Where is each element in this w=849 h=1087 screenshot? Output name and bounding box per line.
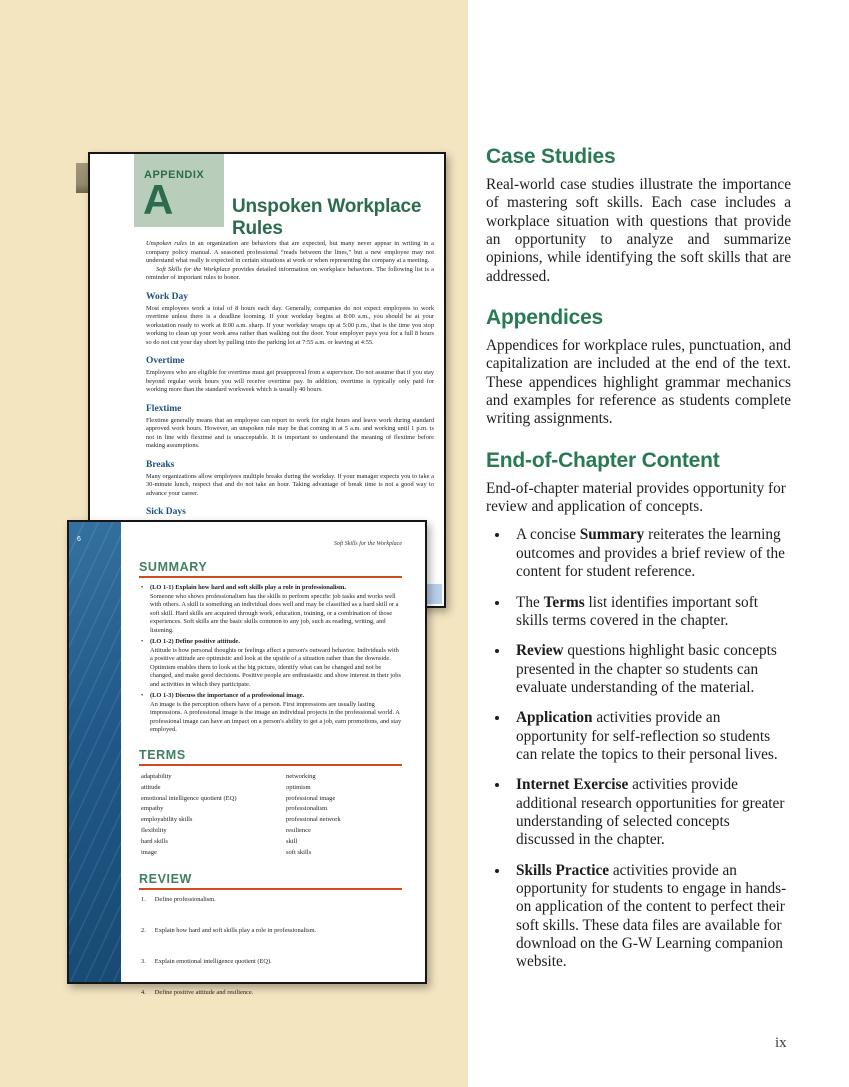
- bullet-post: list identifies important soft skills terms covered in the chapter.: [516, 593, 759, 629]
- section-heading-appendices: Appendices: [486, 306, 604, 330]
- term-item: image: [141, 849, 157, 857]
- end-of-chapter-bullet-list: [510, 526, 791, 971]
- appendix-section-heading-work-day: Work Day: [146, 291, 188, 302]
- bullet-post: questions highlight basic concepts presented in the chapter so students can evaluate understanding of the material.: [516, 642, 777, 696]
- appendix-section-body-breaks: Many organizations allow employees multiple breaks during the workday. If your manager expects you to take a 30-minute lunch, respect that and do not take an hour. Taking advantage of break time is not a good way to advance your career.: [146, 472, 434, 497]
- intro2-italic: Soft Skills for the Workplace: [156, 265, 231, 273]
- features-column: [486, 145, 791, 984]
- feature-bullet-summary: [510, 526, 791, 581]
- summary-item-head: (LO 1-2) Define positive attitude.: [150, 638, 240, 646]
- appendix-section-heading-overtime: Overtime: [146, 356, 185, 366]
- term-item: professional network: [286, 816, 341, 824]
- feature-bullet-internet-exercise: [510, 776, 791, 849]
- review-item: [139, 989, 402, 996]
- terms-grid: [139, 772, 402, 859]
- appendix-section-body-overtime: Employees who are eligible for overtime must get preapproval from a supervisor. Do not assume that if you stay beyond regular work hours you will receive overtime pay. In addition, overtime is typically only paid for working more than the standard workweek which is usually 40 hours.: [146, 369, 434, 393]
- term-item: soft skills: [286, 849, 312, 857]
- appendix-section-heading-breaks: Breaks: [146, 459, 175, 470]
- review-text: Explain emotional intelligence quotient (EQ).: [154, 958, 272, 966]
- bullet-icon: •: [141, 584, 144, 591]
- bullet-icon: •: [141, 638, 144, 646]
- review-text: Define professionalism.: [154, 896, 216, 904]
- bullet-icon: •: [141, 692, 144, 700]
- terms-column-2: [286, 772, 402, 859]
- summary-item-head: (LO 1-1) Explain how hard and soft skills play a role in professionalism.: [150, 584, 346, 591]
- bullet-term: Summary: [579, 526, 645, 544]
- review-number: 2.: [141, 927, 146, 935]
- term-item: attitude: [141, 783, 161, 791]
- case-studies-paragraph: Real-world case studies illustrate the importance of mastering soft skills. Each case includes a workplace situation with questions that provide an opportunity to analyze and summarize opinions, while identifying the soft skills that are addressed.: [486, 176, 791, 285]
- term-item: hard skills: [141, 838, 168, 846]
- bullet-post: reiterates the learning outcomes and provides a brief review of the content for student reference.: [516, 526, 785, 581]
- term-item: adaptability: [141, 772, 172, 780]
- bullet-term: Review: [516, 642, 564, 660]
- summary-heading: SUMMARY: [139, 560, 208, 574]
- chapter-blue-sidebar: [69, 522, 121, 982]
- section-heading-end-of-chapter: End-of-Chapter Content: [486, 448, 720, 472]
- summary-item: [139, 692, 402, 735]
- review-number: 4.: [141, 989, 146, 997]
- bullet-term: Internet Exercise: [516, 776, 629, 794]
- terms-heading: TERMS: [139, 747, 186, 762]
- section-heading-case-studies: Case Studies: [486, 145, 616, 168]
- term-item: professionalism: [286, 805, 328, 813]
- appendix-body: [146, 240, 434, 520]
- summary-item-body: Someone who shows professionalism has the skills to perform specific job tasks and works well with others. A skill is something an individual does well and may be classified as a hard skill or a soft skill. Hard skills are acquired through work, education, training, or a combination of those experiences. Soft skills are the basic skills common to any job, such as reading, writing, and listening.: [150, 592, 399, 634]
- appendix-section-heading-flextime: Flextime: [146, 403, 182, 414]
- appendix-intro-paragraph-2: [146, 266, 434, 283]
- term-item: emotional intelligence quotient (EQ): [141, 794, 237, 802]
- review-text: Define positive attitude and resilience.: [154, 989, 254, 997]
- bullet-pre: The: [516, 593, 544, 611]
- end-of-chapter-paragraph: End-of-chapter material provides opportunity for review and application of concepts.: [486, 479, 786, 516]
- term-item: optimism: [286, 783, 311, 791]
- chapter-page-number: 6: [77, 536, 81, 543]
- feature-bullet-terms: [510, 594, 791, 631]
- summary-item: [139, 584, 402, 635]
- bullet-post: activities provide an opportunity for self-reflection so students can relate the topics to their personal lives.: [516, 709, 778, 763]
- terms-rule: [139, 764, 402, 766]
- appendix-section-body-work-day: Most employees work a total of 8 hours each day. Generally, companies do not expect employees to work overtime unless there is a deadline looming. If your workday begins at 8:00 a.m., you should be at your workstation ready to work at 8:00 a.m. sharp. If your workday wraps up at 5:00 p.m., that is the time you stop working to clean up your work area rather than walking out the door. Your employer pays you for a full 8 hours so do not cut your day short by pulling into the parking lot at 7:55 a.m. or leaving at 4:55.: [146, 304, 434, 346]
- summary-page-thumbnail: [67, 520, 427, 997]
- review-list: [139, 896, 402, 996]
- review-item: [139, 896, 402, 903]
- term-item: professional image: [286, 794, 336, 802]
- appendix-title: Unspoken Workplace Rules: [232, 196, 422, 239]
- term-item: employability skills: [141, 816, 193, 824]
- appendix-section-heading-sick-days: Sick Days: [146, 507, 186, 517]
- review-number: 3.: [141, 958, 146, 966]
- appendices-paragraph: Appendices for workplace rules, punctuation, and capitalization are included at the end of the text. These appendices highlight grammar mechanics and examples for reference as students complete writing assignments.: [486, 337, 791, 428]
- term-item: networking: [286, 772, 316, 780]
- running-head: Soft Skills for the Workplace: [333, 541, 402, 547]
- bullet-post: activities provide an opportunity for students to engage in hands-on application of the content to perfect their soft skills. These data files are available for download on the G-W Learning companion website.: [516, 861, 787, 971]
- review-text: Explain how hard and soft skills play a role in professionalism.: [154, 927, 317, 935]
- appendix-intro-paragraph-1: [146, 240, 434, 266]
- appendix-kicker: APPENDIX: [144, 169, 205, 181]
- summary-list: [139, 584, 402, 735]
- bullet-pre: A concise: [516, 526, 580, 544]
- page-folio: ix: [775, 1035, 787, 1051]
- appendix-letter: A: [143, 176, 174, 223]
- term-item: empathy: [141, 805, 164, 813]
- intro1-rest: in an organization are behaviors that are expected, but many never appear in writing in a company policy manual. A seasoned professional “reads between the lines,” but a new employee may not understand what really is expected in certain situations at work or when representing the company at a meeting.: [146, 240, 434, 264]
- intro1-italic: Unspoken rules: [146, 240, 187, 247]
- bullet-post: activities provide additional research opportunities for greater understanding of selected concepts discussed in the chapter.: [516, 776, 785, 849]
- review-heading: REVIEW: [139, 872, 192, 887]
- feature-bullet-review: [510, 642, 791, 697]
- bullet-term: Skills Practice: [516, 861, 610, 879]
- appendix-letter-box: [134, 154, 224, 227]
- bullet-term: Terms: [543, 593, 585, 611]
- summary-item-body: Attitude is how personal thoughts or feelings affect a person's outward behavior. Individuals with a positive attitude are optimistic and look at the upside of a situation rather than the downside. Optimism enables them to look at the big picture, identify what can be changed and not be changed, and make good decisions. Positive people are enthusiastic and show interest in their jobs and activities in which they participate.: [150, 646, 401, 688]
- feature-bullet-skills-practice: [510, 862, 791, 972]
- review-number: 1.: [141, 896, 146, 904]
- summary-page-body: [139, 522, 402, 1020]
- summary-rule: [139, 576, 402, 578]
- feature-bullet-application: [510, 709, 791, 764]
- term-item: flexibility: [141, 827, 167, 835]
- review-item: [139, 958, 402, 965]
- review-item: [139, 927, 402, 934]
- summary-item-head: (LO 1-3) Discuss the importance of a professional image.: [150, 692, 305, 700]
- bullet-term: Application: [516, 709, 593, 727]
- terms-column-1: [141, 772, 286, 859]
- appendix-section-body-flextime: Flextime generally means that an employee can report to work for eight hours and leave work during standard approved work hours. However, an unspoken rule may be that coming in at 5 a.m. and working until 1 p.m. is not in line with flextime and is unacceptable. It is important to understand the meaning of flextime before making assumptions.: [146, 416, 434, 449]
- review-rule: [139, 888, 402, 890]
- term-item: skill: [286, 838, 298, 846]
- term-item: resilience: [286, 827, 311, 835]
- intro2-rest: provides detailed information on workplace behaviors. The following list is a reminder of important rules to honor.: [146, 265, 434, 281]
- summary-item: [139, 638, 402, 689]
- summary-item-body: An image is the perception others have of a person. First impressions are usually lasting impressions. A professional image is the image an individual projects in the professional world. A professional image can have an impact on a person's ability to get a job, earn promotions, and stay employed.: [150, 700, 402, 734]
